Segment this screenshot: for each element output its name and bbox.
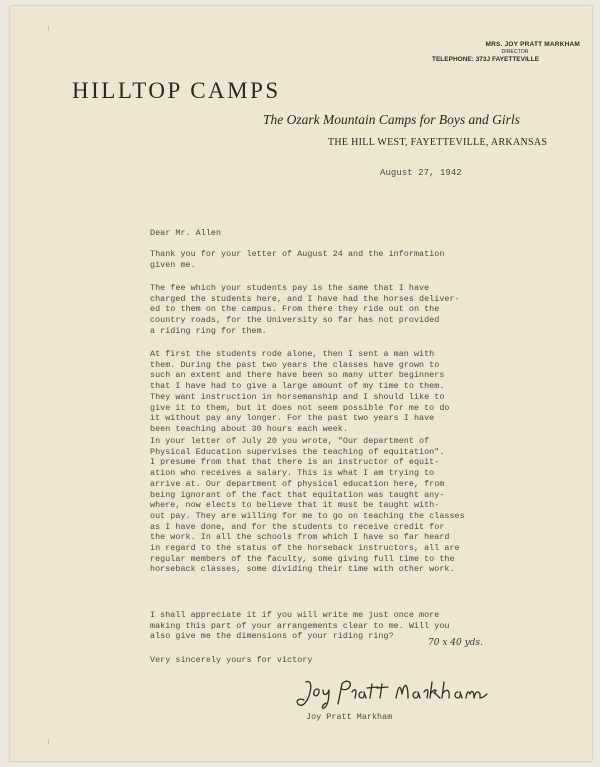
paragraph-1: Thank you for your letter of August 24 and the information given me.: [150, 249, 445, 270]
punch-mark: [48, 26, 49, 31]
handwritten-note: 70 x 40 yds.: [428, 638, 483, 648]
salutation: Dear Mr. Allen: [150, 228, 222, 238]
typed-name: Joy Pratt Markham: [306, 712, 393, 722]
letterhead-tagline: The Ozark Mountain Camps for Boys and Girls: [263, 112, 520, 127]
director-name: MRS. JOY PRATT MARKHAM: [485, 41, 580, 48]
letter-page: [10, 6, 592, 761]
director-role: DIRECTOR: [501, 48, 529, 55]
letterhead-title: HILLTOP CAMPS: [72, 78, 281, 103]
paragraph-2: The fee which your students pay is the same that I have charged the students here, and I have had the horses deliver- ed to them on the campus. From there they ride out on the country roads, for the University so far has not provided a riding ring for them.: [150, 283, 460, 336]
director-block: [410, 42, 580, 63]
closing: Very sincerely yours for victory: [150, 655, 313, 665]
letter-date: August 27, 1942: [380, 168, 462, 178]
signature-image: [292, 674, 492, 714]
paragraph-4: In your letter of July 20 you wrote, "Our department of Physical Education supervises the teaching of equitation". I presume from that that there is an instructor of equit- ation who receives a salary. This is what I am trying to arrive at. Our department of physical education here, from being ignorant of the fact that equitation was taught any- where, now elects to believe that it must be taught with- out pay. They are willing for me to go on teaching the classes as I have done, and for the students to receive credit for the work. In all the schools from which I have so far heard in regard to the status of the horseback instructors, all are regular members of the faculty, some giving full time to the horseback classes, some dividing their time with other work.: [150, 436, 465, 575]
punch-mark: [48, 739, 49, 744]
letterhead-address: THE HILL WEST, FAYETTEVILLE, ARKANSAS: [328, 137, 548, 148]
paragraph-5: I shall appreciate it if you will write me just once more making this part of your arrangements clear to me. Will you also give me the dimensions of your riding ring?: [150, 610, 450, 642]
paragraph-3: At first the students rode alone, then I sent a man with them. During the past two years the classes have grown to such an extent and there have been so many utter beginners that I have had to give a large amount of my time to them. They want instruction in horsemanship and I should like to give it to them, but it does not seem possible for me to do it without pay any longer. For the past two years I have been teaching about 30 hours each week.: [150, 349, 450, 434]
telephone: TELEPHONE: 373J FAYETTEVILLE: [432, 55, 540, 63]
